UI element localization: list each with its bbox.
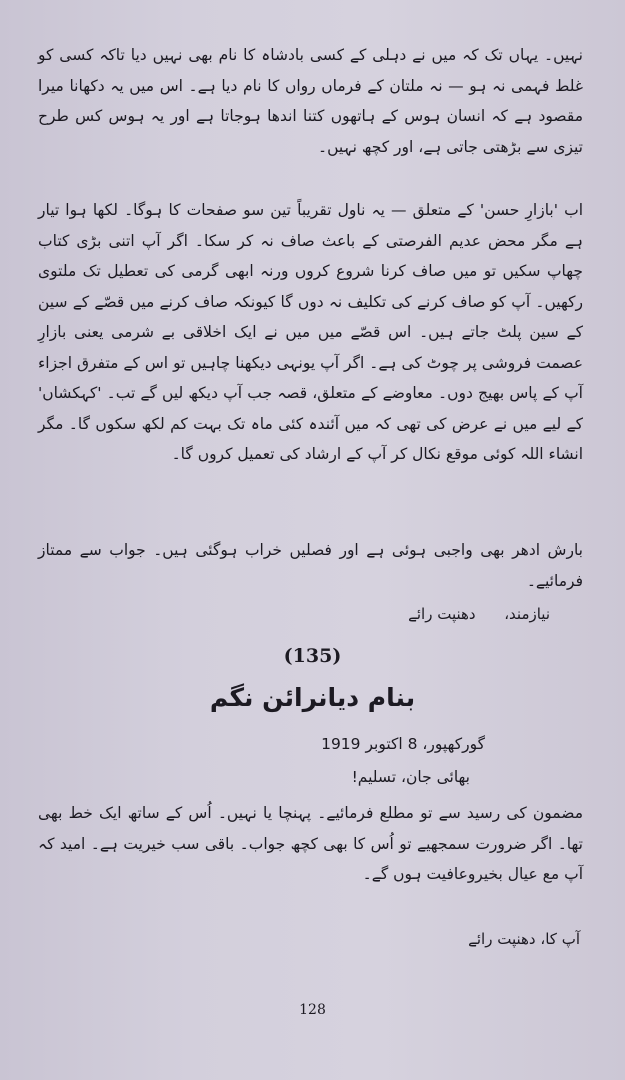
signature-1: نیازمند، دھنپت رائے bbox=[408, 605, 550, 623]
rain-text bbox=[38, 535, 583, 596]
signature-2: آپ کا، دھنپت رائے bbox=[468, 930, 580, 948]
paragraph-bazaar-e-husn: اب 'بازارِ حسن' کے متعلق — یہ ناول تقریباً تین سو صفحات کا ہوگا۔ لکھا ہوا تیار ہے مگر محض عدیم الفرصتی کے باعث صاف نہ کر سکا۔ اگر آپ اتنی بڑی کتاب چھاپ سکیں تو میں صاف کرنا شروع کروں ورنہ ابھی گرمی کی تعطیل تک ملتوی رکھیں۔ آپ کو صاف کرنے کی تکلیف نہ دوں گا کیونکہ صاف کرنے میں قصّے کے سین کے سین پلٹ جاتے ہیں۔ اس قصّے میں میں نے ایک اخلاقی بے شرمی یعنی بازارِ عصمت فروشی پر چوٹ کی ہے۔ اگر آپ یونہی دیکھنا چاہیں تو اس کے متفرق اجزاء آپ کے پاس بھیج دوں۔ معاوضے کے متعلق، قصہ جب آپ دیکھ لیں گے تب۔ 'کہکشاں' کے لیے میں نے عرض کی تھی کہ میں آئندہ کئی ماہ تک بہت کم لکھ سکوں گا۔ مگر انشاء اللہ کوئی موقع نکال کر آپ کے ارشاد کی تعمیل کروں گا۔ bbox=[38, 201, 583, 463]
intro-text bbox=[38, 40, 583, 162]
paragraph-rain: بارش ادھر بھی واجبی ہوئی ہے اور فصلیں خراب ہوگئی ہیں۔ جواب سے ممتاز فرمائیے۔ bbox=[38, 541, 583, 590]
letter-dateline: گورکھپور، 8 اکتوبر 1919 bbox=[321, 735, 485, 753]
letter-salutation: بھائی جان، تسلیم! bbox=[351, 768, 470, 786]
main-text bbox=[38, 195, 583, 470]
page-number: 128 bbox=[299, 1002, 326, 1018]
letter-number: (135) bbox=[283, 645, 342, 667]
intro-paragraph: نہیں۔ یہاں تک کہ میں نے دہلی کے کسی بادشاہ کا نام بھی نہیں دیا تاکہ کسی کو غلط فہمی نہ ہو — نہ ملتان کے فرماں رواں کا نام دیا ہے۔ اس میں یہ دکھانا میرا مقصود ہے کہ انسان ہوس کے ہاتھوں کتنا اندھا ہوجاتا ہے اور یہ ہوس کس طرح تیزی سے بڑھتی جاتی ہے، اور کچھ نہیں۔ bbox=[38, 46, 583, 156]
letter-heading: بنام دیانرائن نگم bbox=[209, 683, 416, 712]
letter-body-text bbox=[38, 798, 583, 890]
letter-body: مضمون کی رسید سے تو مطلع فرمائیے۔ پہنچا یا نہیں۔ اُس کے ساتھ ایک خط بھی تھا۔ اگر ضرورت سمجھیے تو اُس کا بھی کچھ جواب۔ باقی سب خیریت ہے۔ امید کہ آپ مع عیال بخیروعافیت ہوں گے۔ bbox=[38, 804, 583, 883]
